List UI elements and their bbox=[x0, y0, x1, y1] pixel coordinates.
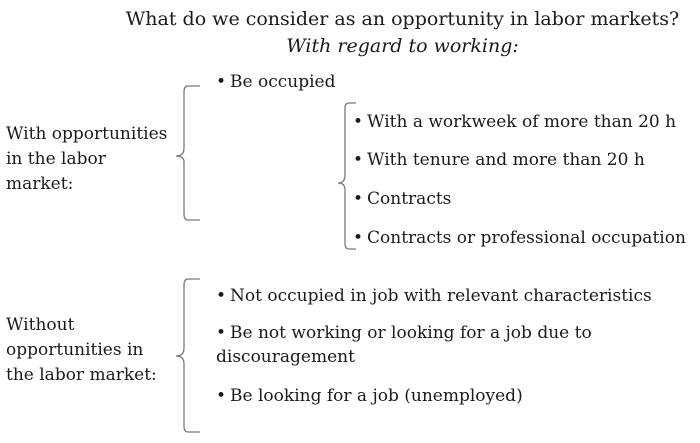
item-text: Be not working or looking for a job due to discouragement bbox=[216, 323, 592, 367]
bullet: • bbox=[353, 150, 364, 170]
label-line: the labor market: bbox=[6, 365, 157, 385]
bullet: • bbox=[216, 72, 227, 92]
list-item-subitem bbox=[353, 226, 686, 250]
label-with-opportunities bbox=[6, 122, 167, 197]
bullet: • bbox=[216, 386, 227, 406]
bullet: • bbox=[353, 189, 364, 209]
list-item-be-occupied bbox=[216, 70, 335, 94]
item-text: Contracts bbox=[367, 189, 452, 209]
list-item-unemployed bbox=[216, 384, 523, 408]
item-text: With tenure and more than 20 h bbox=[367, 150, 645, 170]
title-main: What do we consider as an opportunity in labor markets? bbox=[125, 8, 680, 30]
list-item-discouragement bbox=[216, 321, 626, 369]
brace-with-opportunities bbox=[176, 86, 200, 220]
bullet: • bbox=[353, 112, 364, 132]
label-line: Without bbox=[6, 315, 75, 335]
item-text: Be occupied bbox=[230, 72, 336, 92]
list-item-not-occupied bbox=[216, 284, 652, 308]
item-text: Be looking for a job (unemployed) bbox=[230, 386, 523, 406]
item-text: With a workweek of more than 20 h bbox=[367, 112, 677, 132]
brace-without-opportunities bbox=[176, 279, 200, 432]
label-without-opportunities bbox=[6, 313, 157, 388]
label-line: With opportunities bbox=[6, 124, 168, 144]
list-item-subitem bbox=[353, 110, 676, 134]
label-line: opportunities in bbox=[6, 340, 144, 360]
list-item-subitem bbox=[353, 148, 645, 172]
title-subtitle: With regard to working: bbox=[286, 35, 519, 57]
item-text: Contracts or professional occupation bbox=[367, 228, 686, 248]
item-text: Not occupied in job with relevant characteristics bbox=[230, 286, 652, 306]
bullet: • bbox=[216, 323, 227, 343]
label-line: in the labor bbox=[6, 149, 106, 169]
list-item-subitem bbox=[353, 187, 451, 211]
bullet: • bbox=[216, 286, 227, 306]
label-line: market: bbox=[6, 174, 74, 194]
bullet: • bbox=[353, 228, 364, 248]
